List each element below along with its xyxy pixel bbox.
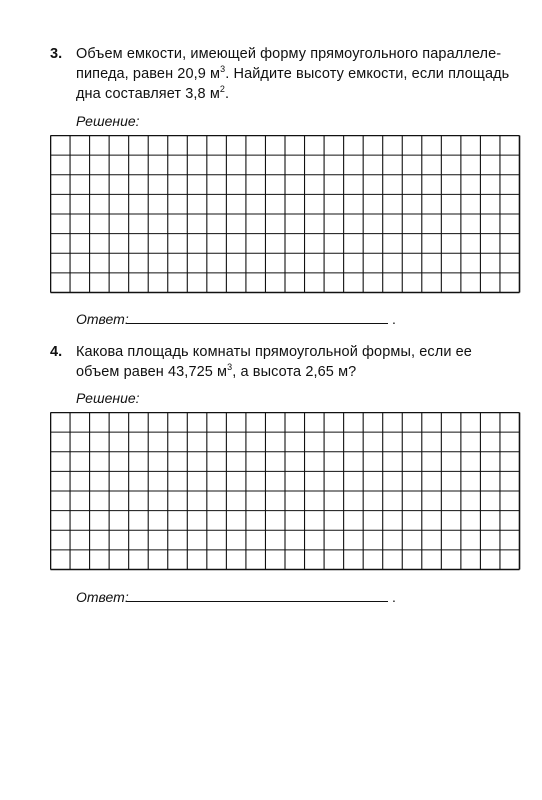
answer-blank-line[interactable] [126, 323, 388, 324]
problem-4-text [76, 342, 516, 382]
grid-svg[interactable] [50, 135, 521, 294]
answer-period: . [392, 311, 396, 327]
superscript-2: 2 [219, 84, 226, 95]
answer-blank-line[interactable] [126, 601, 388, 602]
problem-3-line-3: дна составляет 3,8 $м^2$. [76, 84, 230, 102]
answer-label: Ответ: [76, 311, 129, 327]
solution-label-4: Решение: [76, 390, 140, 406]
answer-row-4 [76, 588, 396, 606]
problem-4-line-2: объем равен 43,725 $м^3$, а высота 2,65 м? [76, 362, 357, 380]
problem-3-text [76, 44, 516, 104]
solution-label-3: Решение: [76, 113, 140, 129]
answer-row-3 [76, 310, 396, 328]
grid-svg[interactable] [50, 412, 521, 571]
answer-label: Ответ: [76, 589, 129, 605]
superscript-3: 3 [227, 362, 233, 373]
superscript-3: 3 [220, 64, 226, 75]
answer-period: . [392, 589, 396, 605]
problem-3-number: 3. [50, 46, 63, 62]
answer-grid-3[interactable] [50, 135, 521, 294]
problem-3-line-1: Объем емкости, имеющей форму прямоугольного параллеле- [76, 46, 502, 62]
answer-grid-4[interactable] [50, 412, 521, 571]
problem-3-line-2: пипеда, равен 20,9 $м^3$. Найдите высоту емкости, если площадь [76, 64, 510, 82]
problem-4-number: 4. [50, 344, 63, 360]
problem-4-line-1: Какова площадь комнаты прямоугольной формы, если ее [76, 344, 472, 360]
